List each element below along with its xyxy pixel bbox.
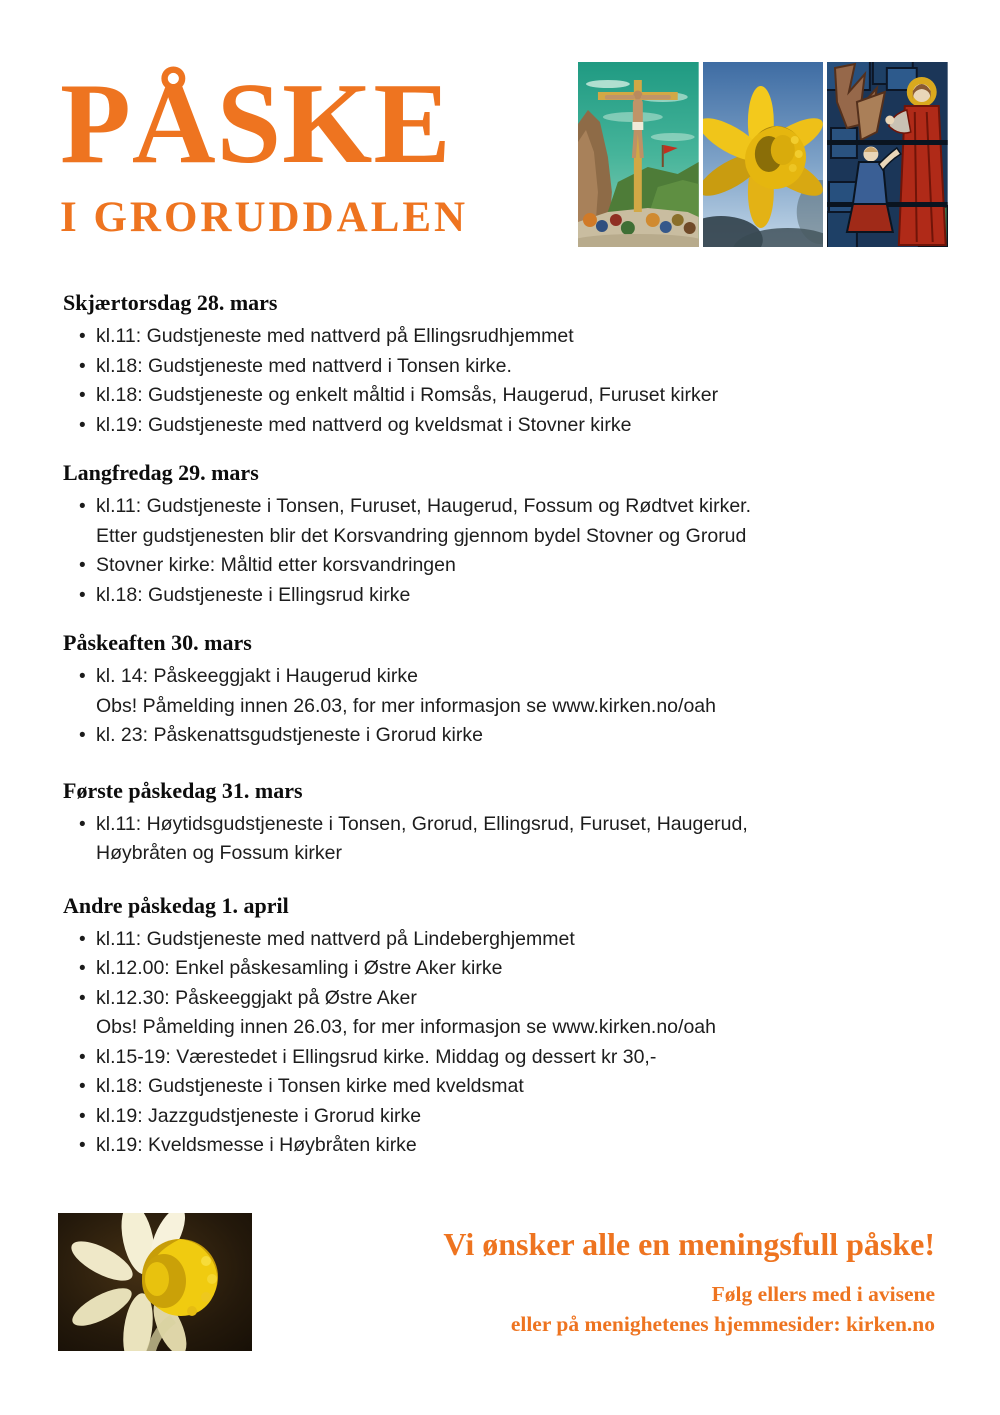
event-list bbox=[63, 322, 943, 440]
title-block bbox=[60, 60, 469, 241]
section-heading: Skjærtorsdag 28. mars bbox=[63, 290, 278, 315]
stained-glass-image bbox=[827, 62, 948, 247]
event-list bbox=[63, 925, 943, 1161]
footer-text bbox=[252, 1213, 935, 1339]
section-heading: Påskeaften 30. mars bbox=[63, 630, 252, 655]
page-subtitle: I GRORUDDALEN bbox=[60, 194, 469, 241]
crucifixion-image bbox=[578, 62, 699, 247]
footer-note-line2: eller på menighetenes hjemmesider: kirken.no bbox=[510, 1312, 935, 1336]
event-list bbox=[63, 810, 943, 869]
daffodil-sky-image bbox=[703, 62, 824, 247]
event-item: • kl.15-19: Værestedet i Ellingsrud kirke. Middag og dessert kr 30,- bbox=[63, 1043, 943, 1073]
event-item: • kl.19: Kveldsmesse i Høybråten kirke bbox=[63, 1131, 943, 1161]
event-item: • kl.11: Gudstjeneste med nattverd på Ellingsrudhjemmet bbox=[63, 322, 943, 352]
event-list bbox=[63, 492, 943, 610]
event-item: • kl.18: Gudstjeneste i Tonsen kirke med kveldsmat bbox=[63, 1072, 943, 1102]
section-andre-paaskedag bbox=[63, 893, 943, 1161]
footer-note bbox=[252, 1279, 935, 1339]
event-item: • kl.12.30: Påskeeggjakt på Østre Aker Obs! Påmelding innen 26.03, for mer informasjon se www.kirken.no/oah bbox=[63, 984, 943, 1043]
section-langfredag bbox=[63, 460, 943, 610]
footer-message: Vi ønsker alle en meningsfull påske! bbox=[443, 1226, 935, 1262]
event-item: • kl.11: Høytidsgudstjeneste i Tonsen, Grorud, Ellingsrud, Furuset, Haugerud, Høybråten og Fossum kirker bbox=[63, 810, 943, 869]
event-item-continuation: Obs! Påmelding innen 26.03, for mer informasjon se www.kirken.no/oah bbox=[96, 1016, 716, 1038]
header-image-collage bbox=[578, 62, 948, 247]
section-heading: Langfredag 29. mars bbox=[63, 460, 259, 485]
footer bbox=[58, 1213, 935, 1351]
section-skjaertorsdag bbox=[63, 290, 943, 440]
section-foerste-paaskedag bbox=[63, 778, 943, 869]
page-title: PÅSKE bbox=[60, 60, 452, 188]
event-item: • kl.18: Gudstjeneste i Ellingsrud kirke bbox=[63, 581, 943, 611]
event-item-continuation: Obs! Påmelding innen 26.03, for mer informasjon se www.kirken.no/oah bbox=[96, 694, 716, 717]
event-item: • kl. 14: Påskeeggjakt i Haugerud kirke Obs! Påmelding innen 26.03, for mer informasjon se www.kirken.no/oah bbox=[63, 662, 943, 721]
event-item: • Stovner kirke: Måltid etter korsvandringen bbox=[63, 551, 943, 581]
daffodil-closeup-image bbox=[58, 1213, 252, 1351]
section-heading: Andre påskedag 1. april bbox=[63, 892, 289, 918]
event-item: • kl.18: Gudstjeneste med nattverd i Tonsen kirke. bbox=[63, 352, 943, 382]
footer-note-line1: Følg ellers med i avisene bbox=[711, 1282, 935, 1306]
event-item: • kl.11: Gudstjeneste i Tonsen, Furuset, Haugerud, Fossum og Rødtvet kirker. Etter gudstjenesten blir det Korsvandring gjennom bydel Stovner og Grorud bbox=[63, 492, 943, 551]
event-item-continuation: Etter gudstjenesten blir det Korsvandring gjennom bydel Stovner og Grorud bbox=[96, 524, 747, 547]
event-item: • kl.19: Jazzgudstjeneste i Grorud kirke bbox=[63, 1102, 943, 1132]
event-item: • kl.18: Gudstjeneste og enkelt måltid i Romsås, Haugerud, Furuset kirker bbox=[63, 381, 943, 411]
event-item: • kl. 23: Påskenattsgudstjeneste i Grorud kirke bbox=[63, 721, 943, 751]
section-paaskeaften bbox=[63, 630, 943, 751]
event-item: • kl.19: Gudstjeneste med nattverd og kveldsmat i Stovner kirke bbox=[63, 411, 943, 441]
event-item: • kl.12.00: Enkel påskesamling i Østre Aker kirke bbox=[63, 954, 943, 984]
event-list bbox=[63, 662, 943, 751]
event-item-continuation: Høybråten og Fossum kirker bbox=[96, 842, 342, 864]
event-item: • kl.11: Gudstjeneste med nattverd på Lindeberghjemmet bbox=[63, 925, 943, 955]
schedule bbox=[63, 290, 943, 1181]
section-heading: Første påskedag 31. mars bbox=[63, 777, 303, 803]
